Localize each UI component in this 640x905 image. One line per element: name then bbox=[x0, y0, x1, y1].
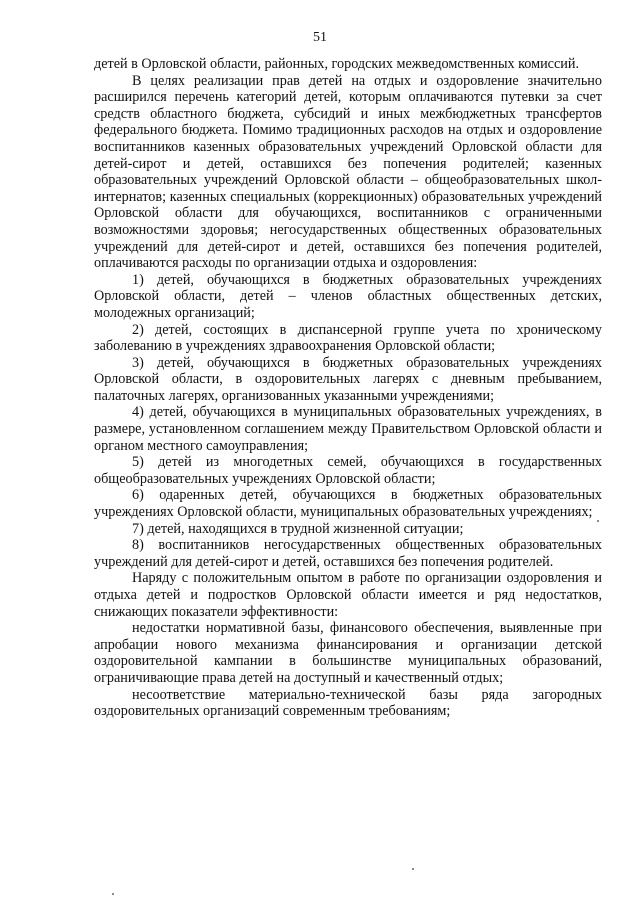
list-item: 4) детей, обучающихся в муниципальных образовательных учреждениях, в размере, установленном соглашением между Правительством Орловской области и органом местного самоуправления; bbox=[94, 404, 602, 454]
scan-speck bbox=[112, 893, 114, 895]
list-item: 1) детей, обучающихся в бюджетных образовательных учреждениях Орловской области, детей – членов областных общественных детских, молодежных организаций; bbox=[94, 271, 602, 321]
list-item: 3) детей, обучающихся в бюджетных образовательных учреждениях Орловской области, в оздоровительных лагерях с дневным пребыванием, палаточных лагерях, организованных указанными учреждениями; bbox=[94, 354, 602, 404]
list-item: 5) детей из многодетных семей, обучающихся в государственных общеобразовательных учреждениях Орловской области; bbox=[94, 454, 602, 487]
paragraph: В целях реализации прав детей на отдых и оздоровление значительно расширился перечень категорий детей, которым оплачиваются путевки за счет средств областного бюджета, субсидий и иных межбюджетных трансфертов федерального бюджета. Помимо традиционных расходов на отдых и оздоровление воспитанников казенных образовательных учреждений Орловской области для детей-сирот и детей, оставшихся без попечения родителей; казенных образовательных учреждений Орловской области – общеобразовательных школ-интернатов; казенных специальных (коррекционных) образовательных учреждений Орловской области для обучающихся, воспитанников с ограниченными возможностями здоровья; негосударственных общественных образовательных учреждений для детей-сирот и детей, оставшихся без попечения родителей, оплачиваются расходы по организации отдыха и оздоровления: bbox=[94, 72, 602, 272]
paragraph: детей в Орловской области, районных, городских межведомственных комиссий. bbox=[94, 56, 580, 72]
list-item: 6) одаренных детей, обучающихся в бюджетных образовательных учреждениях Орловской области, муниципальных образовательных учреждениях; bbox=[94, 487, 602, 521]
list-item: 8) воспитанников негосударственных общественных образовательных учреждений для детей-сирот и детей, оставшихся без попечения родителей. bbox=[94, 537, 602, 570]
list-item: 2) детей, состоящих в диспансерной группе учета по хроническому заболеванию в учреждениях здравоохранения Орловской области; bbox=[94, 321, 602, 355]
page-number: 51 bbox=[313, 30, 327, 45]
document-body bbox=[94, 56, 602, 720]
scan-speck bbox=[597, 520, 599, 522]
scan-speck bbox=[412, 868, 414, 870]
paragraph: Наряду с положительным опытом в работе по организации оздоровления и отдыха детей и подростков Орловской области имеется и ряд недостатков, снижающих показатели эффективности: bbox=[94, 570, 602, 620]
paragraph: недостатки нормативной базы, финансового обеспечения, выявленные при апробации нового механизма финансирования и организации детской оздоровительной кампании в большинстве муниципальных образований, ограничивающие права детей на доступный и качественный отдых; bbox=[94, 620, 602, 686]
paragraph: несоответствие материально-технической базы ряда загородных оздоровительных организаций современным требованиям; bbox=[94, 686, 602, 720]
list-item: 7) детей, находящихся в трудной жизненной ситуации; bbox=[132, 520, 464, 537]
